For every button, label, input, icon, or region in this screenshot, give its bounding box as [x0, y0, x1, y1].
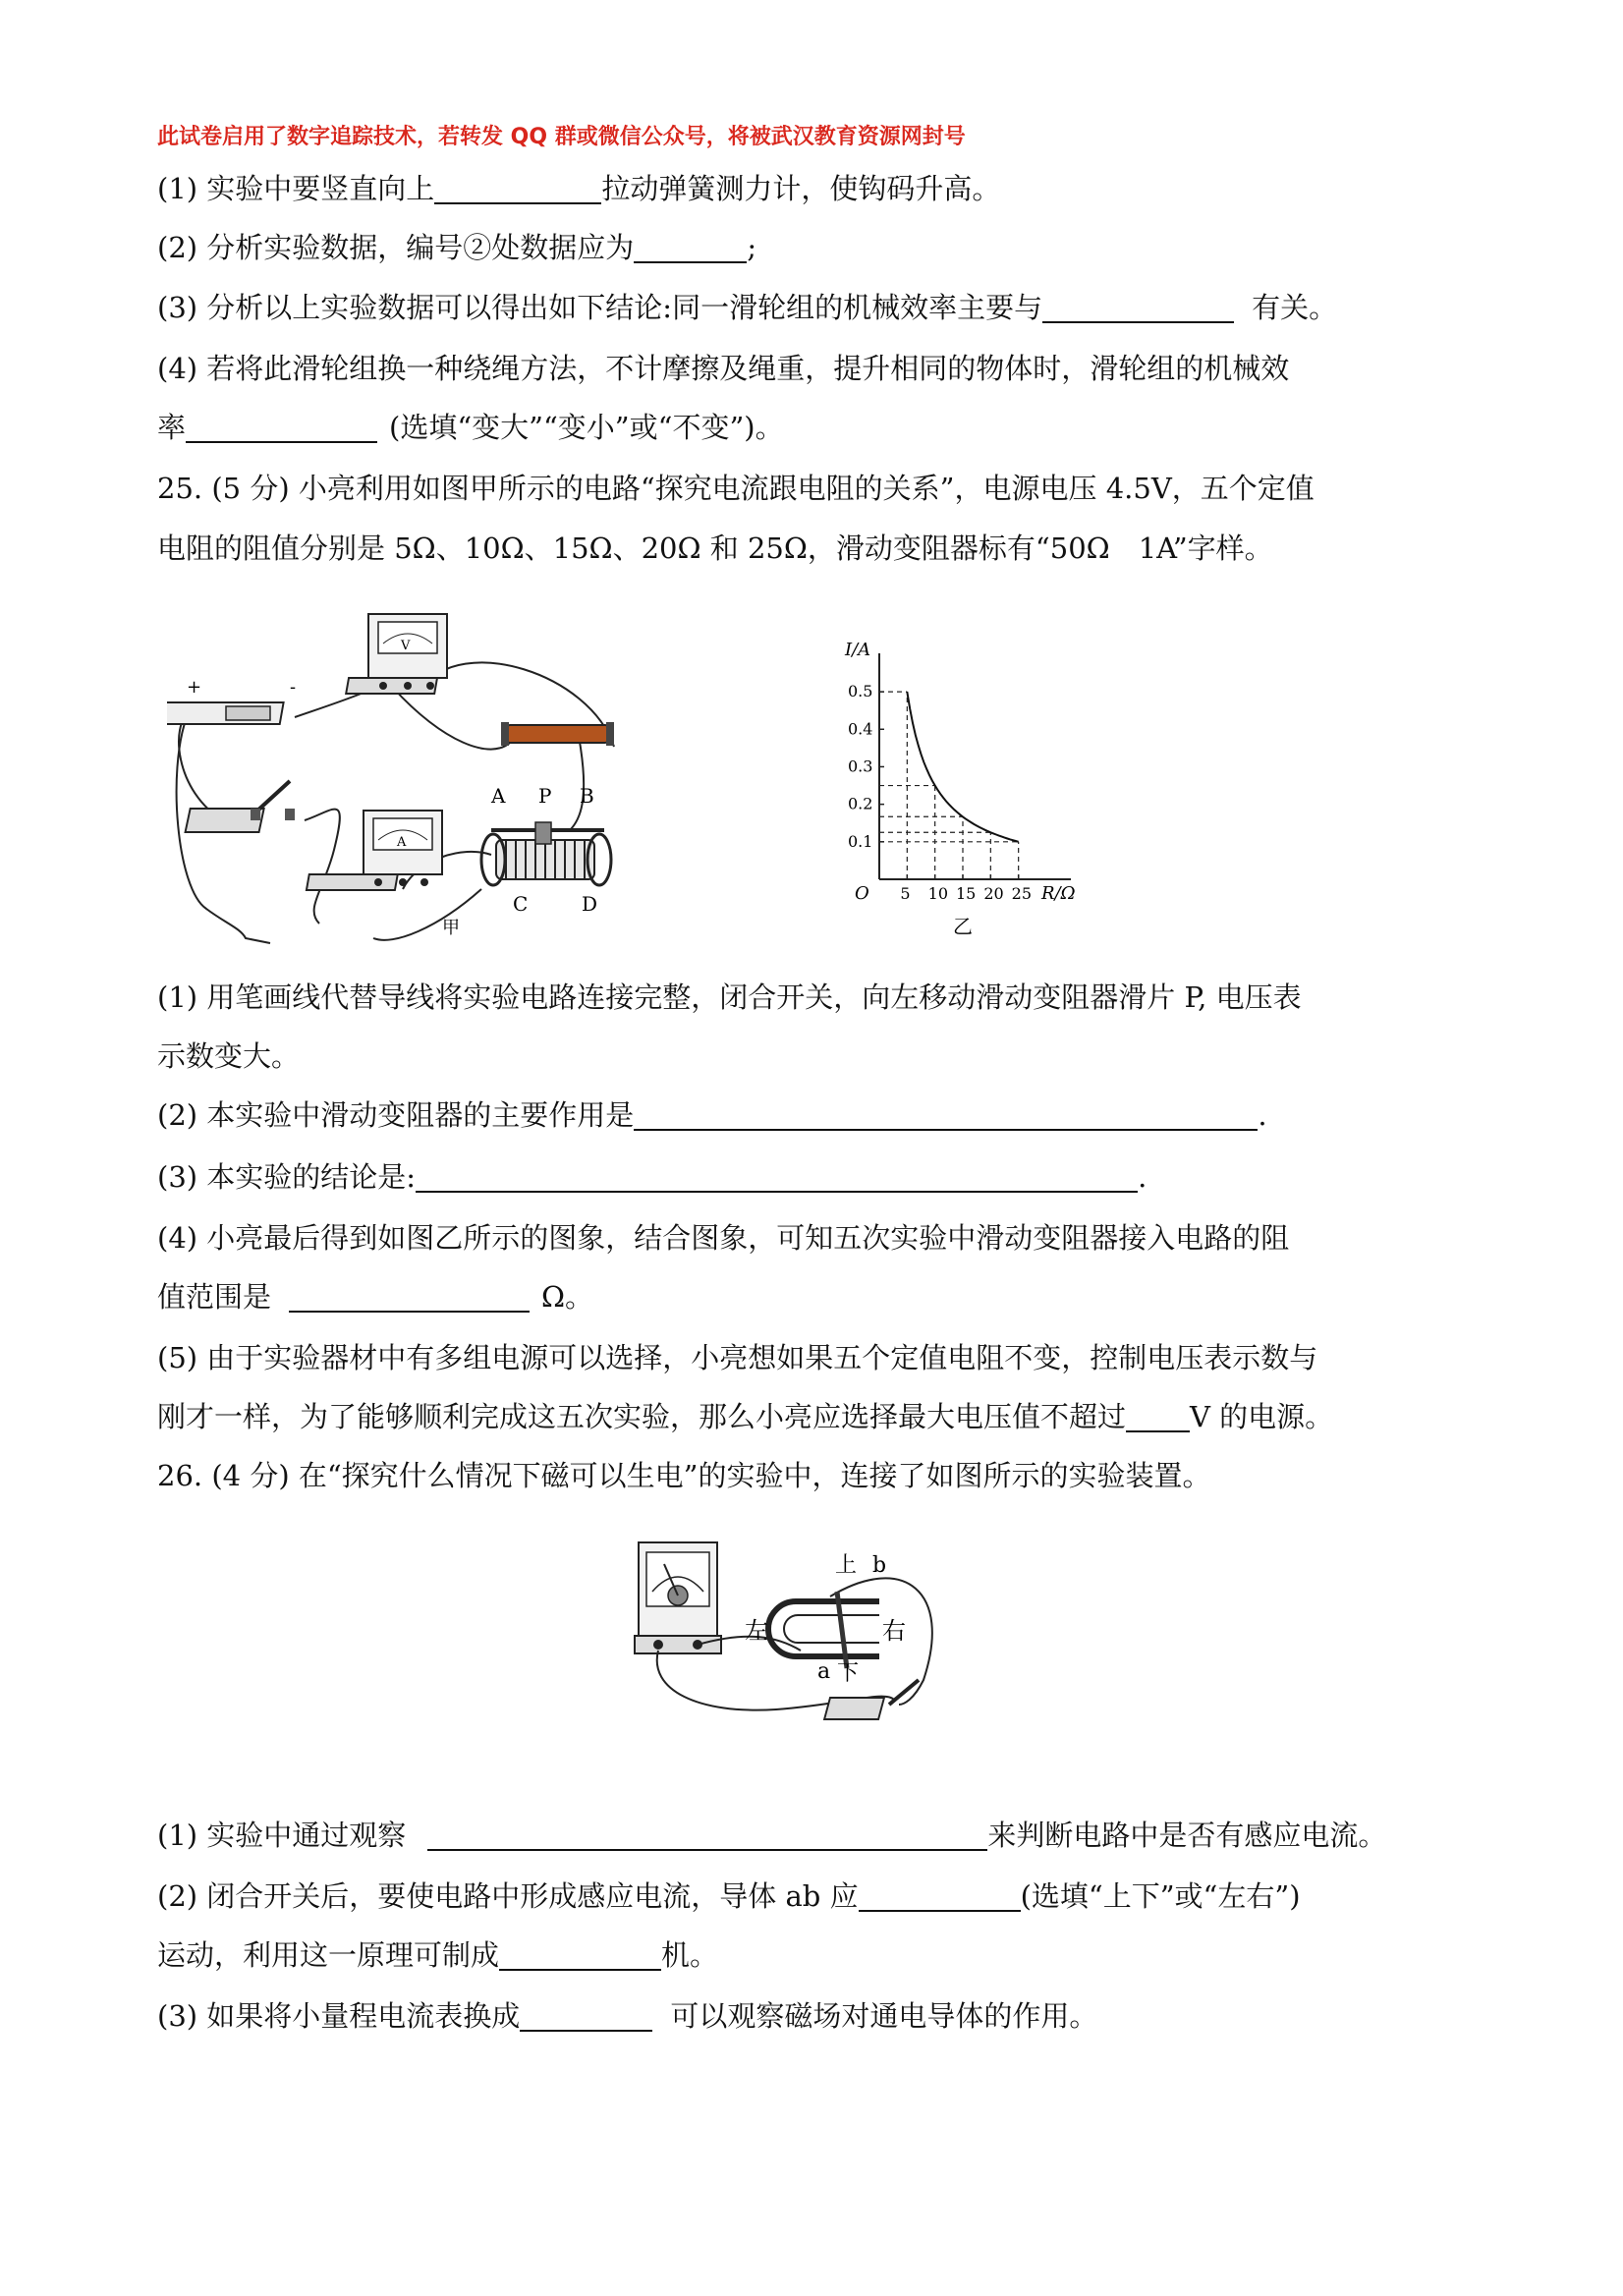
- current-resistance-chart: [825, 634, 1100, 948]
- y-tick-label: 0.1: [848, 831, 873, 851]
- y-axis-label: I/A: [845, 640, 871, 660]
- svg-text:C: C: [513, 892, 529, 916]
- x-tick-label: 10: [927, 884, 949, 903]
- x-tick-label: 15: [956, 884, 977, 903]
- resistor-icon: [501, 722, 614, 746]
- svg-text:B: B: [580, 784, 594, 808]
- q24-part3: (3) 分析以上实验数据可以得出如下结论:同一滑轮组的机械效率主要与 有关。: [157, 291, 1338, 324]
- answer-blank[interactable]: [427, 1821, 987, 1851]
- svg-text:左: 左: [745, 1617, 768, 1645]
- q24-part1: (1) 实验中要竖直向上 拉动弹簧测力计，使钩码升高。: [157, 172, 1001, 205]
- y-tick-label: 0.2: [848, 794, 873, 813]
- figure-label-jia: 甲: [442, 918, 460, 938]
- q25-stem-line2: 电阻的阻值分别是 5Ω、10Ω、15Ω、20Ω 和 25Ω，滑动变阻器标有“50Ω 1A”字样。: [157, 532, 1273, 565]
- q25-part1-line2: 示数变大。: [157, 1039, 301, 1073]
- q26-part2-line1: (2) 闭合开关后，要使电路中形成感应电流，导体 ab 应 (选填“上下”或“左右”): [157, 1879, 1301, 1913]
- answer-blank[interactable]: [499, 1941, 661, 1971]
- x-tick-label: 5: [900, 884, 911, 903]
- answer-blank[interactable]: [186, 414, 377, 443]
- q26-part1: (1) 实验中通过观察 来判断电路中是否有感应电流。: [157, 1819, 1387, 1852]
- answer-blank[interactable]: [434, 175, 601, 204]
- q24-part4-line1: (4) 若将此滑轮组换一种绕绳方法，不计摩擦及绳重，提升相同的物体时，滑轮组的机械效: [157, 352, 1290, 385]
- ammeter-icon: [307, 811, 442, 890]
- svg-text:A: A: [397, 835, 407, 850]
- origin-label: O: [855, 883, 869, 904]
- battery-icon: [167, 677, 296, 724]
- q25-part3: (3) 本实验的结论是: .: [157, 1160, 1147, 1194]
- svg-text:A: A: [491, 784, 506, 808]
- q25-part5-line2: 刚才一样，为了能够顺利完成这五次实验，那么小亮应选择最大电压值不超过 V 的电源。: [157, 1400, 1334, 1433]
- q25-part2: (2) 本实验中滑动变阻器的主要作用是 .: [157, 1098, 1267, 1132]
- switch-icon: [824, 1680, 919, 1719]
- q25-part4-line1: (4) 小亮最后得到如图乙所示的图象，结合图象，可知五次实验中滑动变阻器接入电路的阻: [157, 1221, 1290, 1255]
- magnet-icon: [768, 1601, 879, 1656]
- q26-part3: (3) 如果将小量程电流表换成 可以观察磁场对通电导体的作用。: [157, 1999, 1098, 2033]
- q25-part1-line1: (1) 用笔画线代替导线将实验电路连接完整，闭合开关，向左移动滑动变阻器滑片 P, 电压表: [157, 980, 1302, 1014]
- q25-part5-line1: (5) 由于实验器材中有多组电源可以选择，小亮想如果五个定值电阻不变，控制电压表示数与: [157, 1341, 1318, 1374]
- rheostat-icon: [481, 784, 611, 916]
- answer-blank[interactable]: [1042, 294, 1234, 323]
- switch-icon: [186, 781, 295, 832]
- svg-text:下: 下: [837, 1661, 860, 1686]
- q25-stem-line1: 25. (5 分) 小亮利用如图甲所示的电路“探究电流跟电阻的关系”，电源电压 4.5V，五个定值: [157, 472, 1315, 505]
- svg-text:右: 右: [882, 1617, 906, 1645]
- q24-part2: (2) 分析实验数据，编号②处数据应为 ;: [157, 231, 757, 264]
- answer-blank[interactable]: [634, 1101, 1258, 1131]
- copyright-notice: 此试卷启用了数字追踪技术，若转发 QQ 群或微信公众号，将被武汉教育资源网封号: [157, 125, 966, 149]
- svg-text:b: b: [872, 1553, 887, 1578]
- answer-blank[interactable]: [1126, 1403, 1190, 1432]
- galvanometer-icon: [635, 1542, 721, 1653]
- voltmeter-icon: [346, 614, 447, 694]
- q24-part4-line2: 率 (选填“变大”“变小”或“不变”)。: [157, 411, 784, 444]
- answer-blank[interactable]: [520, 2002, 652, 2032]
- x-tick-label: 25: [1011, 884, 1033, 903]
- svg-text:D: D: [582, 892, 598, 916]
- q25-part4-line2: 值范围是 Ω。: [157, 1280, 594, 1314]
- x-tick-label: 20: [983, 884, 1004, 903]
- figure-label-yi: 乙: [953, 915, 973, 938]
- q26-stem: 26. (4 分) 在“探究什么情况下磁可以生电”的实验中，连接了如图所示的实验装置。: [157, 1459, 1211, 1492]
- answer-blank[interactable]: [634, 234, 747, 263]
- answer-blank[interactable]: [289, 1283, 530, 1313]
- svg-text:a: a: [817, 1659, 831, 1684]
- svg-text:P: P: [538, 784, 552, 808]
- y-tick-label: 0.5: [848, 682, 873, 701]
- svg-text:上: 上: [835, 1553, 858, 1578]
- circuit-figure-jia: [167, 594, 678, 948]
- y-tick-label: 0.4: [848, 719, 873, 739]
- x-axis-label: R/Ω: [1041, 883, 1076, 904]
- svg-text:+: +: [187, 677, 202, 698]
- series-line: [907, 692, 1018, 842]
- answer-blank[interactable]: [859, 1882, 1021, 1912]
- y-tick-label: 0.3: [848, 756, 873, 776]
- induction-apparatus-figure: [629, 1533, 963, 1749]
- svg-text:V: V: [401, 639, 411, 653]
- svg-text:-: -: [290, 677, 297, 698]
- answer-blank[interactable]: [416, 1163, 1138, 1193]
- q26-part2-line2: 运动，利用这一原理可制成 机。: [157, 1938, 719, 1972]
